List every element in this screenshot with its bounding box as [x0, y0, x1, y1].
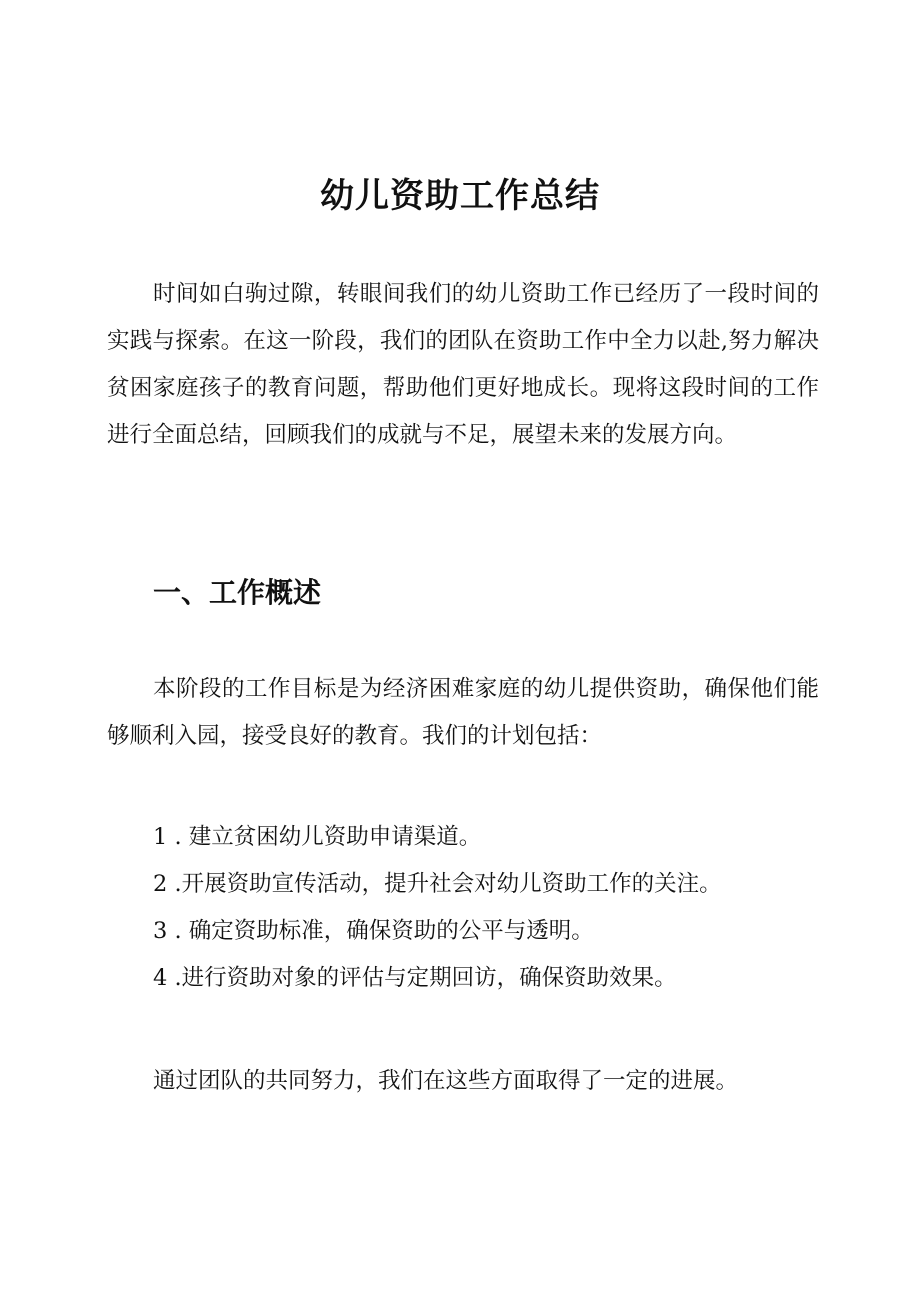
document-title: 幼儿资助工作总结: [320, 176, 600, 216]
section-heading-overview: 一、工作概述: [153, 576, 322, 609]
plan-list: [153, 814, 722, 1002]
plan-list-item: 1 . 建立贫困幼儿资助申请渠道。: [153, 824, 482, 850]
overview-paragraph: 本阶段的工作目标是为经济困难家庭的幼儿提供资助，确保他们能够顺利入园，接受良好的教育。我们的计划包括：: [107, 676, 819, 749]
closing-paragraph: 通过团队的共同努力，我们在这些方面取得了一定的进展。: [153, 1068, 739, 1094]
intro-paragraph: 时间如白驹过隙，转眼间我们的幼儿资助工作已经历了一段时间的实践与探索。在这一阶段，我们的团队在资助工作中全力以赴,努力解决贫困家庭孩子的教育问题，帮助他们更好地成长。现将这段时间的工作进行全面总结，回顾我们的成就与不足，展望未来的发展方向。: [107, 281, 819, 448]
plan-list-item: 2 .开展资助宣传活动，提升社会对幼儿资助工作的关注。: [153, 871, 722, 897]
plan-list-item: 4 .进行资助对象的评估与定期回访，确保资助效果。: [153, 965, 677, 991]
plan-list-item: 3 . 确定资助标准，确保资助的公平与透明。: [153, 918, 594, 944]
